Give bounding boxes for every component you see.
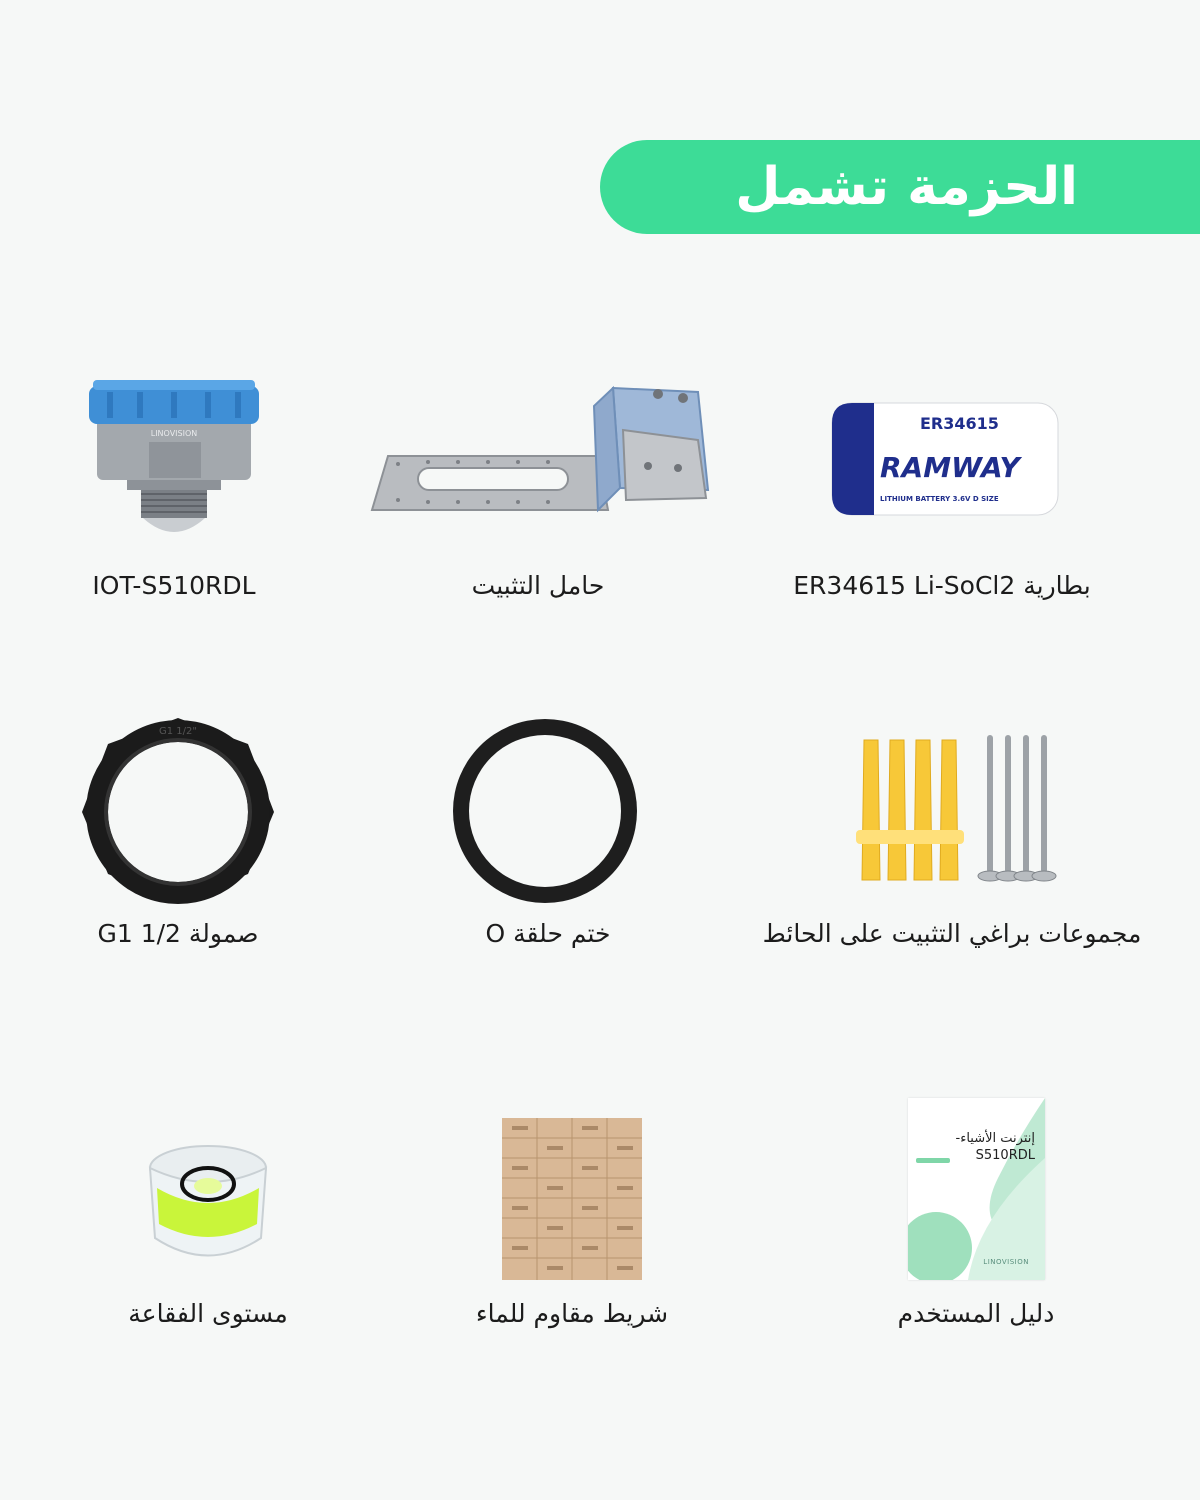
item-label-battery: بطارية ER34615 Li-SoCl2: [793, 571, 1091, 600]
item-label-screws: مجموعات براغي التثبيت على الحائط: [762, 919, 1142, 948]
item-label-bubble-level: مستوى الفقاعة: [128, 1299, 288, 1328]
battery-icon: [830, 395, 1060, 525]
battery-spec-text: LITHIUM BATTERY 3.6V D SIZE: [880, 495, 999, 503]
waterproof-tape-icon: [502, 1118, 642, 1280]
item-label-bracket: حامل التثبيت: [471, 571, 605, 600]
manual-title: إنترنت الأشياء-S510RDL: [955, 1131, 1035, 1163]
manual-brand: LINOVISION: [983, 1258, 1029, 1266]
sensor-brand-text: LINOVISION: [150, 429, 198, 438]
screws-anchors-icon: [850, 730, 1060, 900]
mounting-bracket-icon: [358, 370, 728, 530]
level-sensor-icon: [79, 378, 269, 548]
item-label-sensor: IOT-S510RDL: [92, 571, 256, 600]
item-label-o-ring: ختم حلقة O: [485, 919, 611, 948]
item-label-manual: دليل المستخدم: [897, 1299, 1055, 1328]
battery-model-text: ER34615: [920, 414, 999, 433]
item-label-nut: صمولة G1 1/2: [97, 919, 259, 948]
nut-marking-text: G1 1/2": [159, 726, 197, 737]
page-title: الحزمة تشمل: [735, 157, 1078, 217]
o-ring-icon: [450, 716, 640, 906]
user-manual-icon: [908, 1098, 1045, 1280]
header-banner: [600, 140, 1200, 234]
bubble-level-icon: [143, 1138, 273, 1278]
battery-brand-text: RAMWAY: [880, 451, 1020, 484]
nut-icon: [78, 714, 278, 904]
item-label-tape: شريط مقاوم للماء: [475, 1299, 669, 1328]
